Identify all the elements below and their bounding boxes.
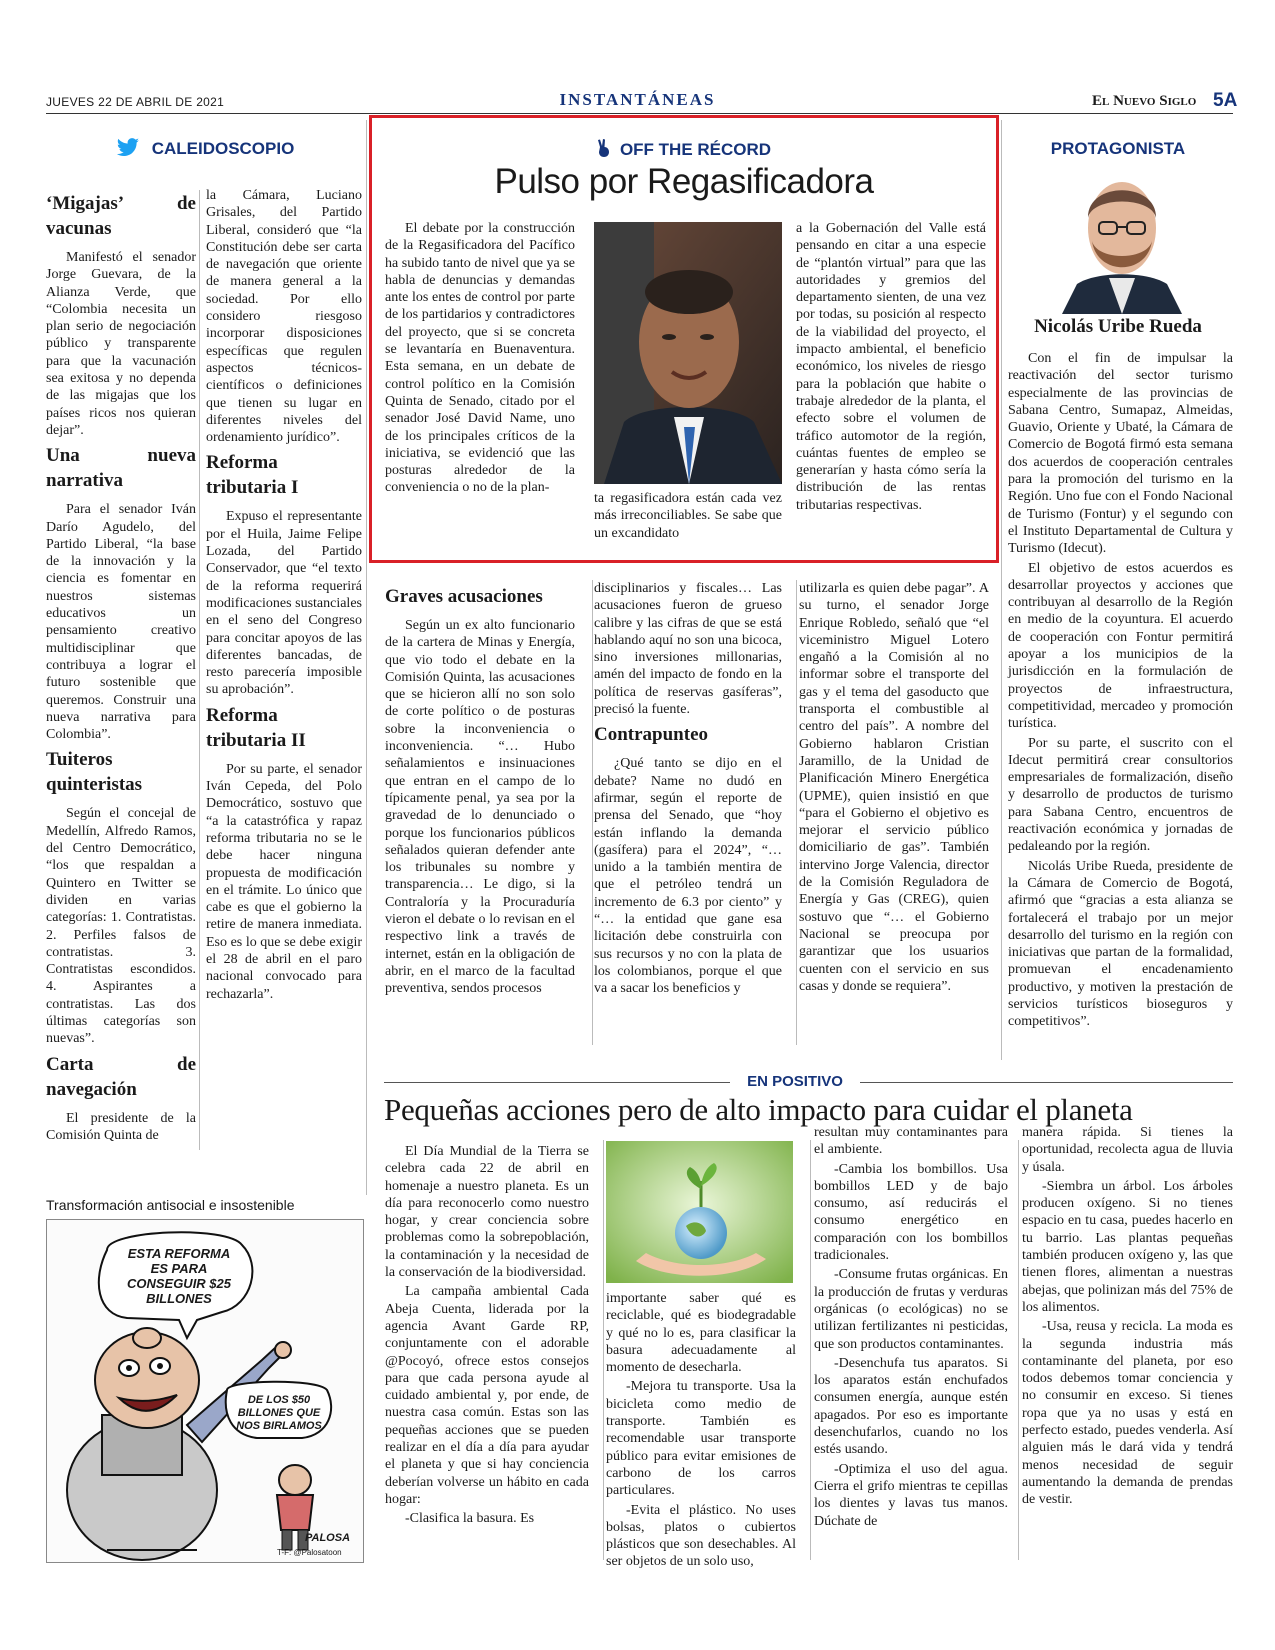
column-divider <box>1001 120 1002 1060</box>
paragraph: -Evita el plástico. No uses bolsas, platos o cubiertos plásticos que son desechables. Al ser objetos de un solo uso, <box>606 1502 796 1570</box>
paragraph: resultan muy contaminantes para el ambiente. <box>814 1125 1008 1158</box>
paragraph: Manifestó el senador Jorge Guevara, de la Alianza Verde, que “Colombia necesita un plan serio de negociación público y transparente para que la vacunación sea exitosa y no dependa de las migajas que los países ricos nos quieran dejar”. <box>46 250 196 438</box>
subheading: Carta de navegación <box>46 1053 196 1100</box>
twitter-bird-icon <box>116 138 140 163</box>
paragraph: disciplinarios y fiscales… Las acusaciones fueron de grueso calibre y las cifras de que se está hablando aquí no son una bicoca, sino inversiones millonarias, amén del impacto de fondo en la política de reservas gasíferas”, precisó la fuente. <box>594 581 782 718</box>
paragraph: -Consume frutas orgánicas. En la producción de frutas y verduras orgánicas (o ecológicas) no se utilizan fertilizantes ni pesticidas, que son productos contaminantes. <box>814 1267 1008 1352</box>
en-positivo-column-4 <box>1022 1124 1233 1511</box>
protagonista-text <box>1008 350 1233 1033</box>
cartoon-bubble-main: ESTA REFORMA ES PARA CONSEGUIR $25 BILLONES <box>126 1246 232 1306</box>
caleidoscopio-column-1 <box>46 187 196 1146</box>
caleidoscopio-header <box>46 138 364 163</box>
paragraph: -Optimiza el uso del agua. Cierra el grifo mientras te cepillas los dientes y lavas tus manos. Dúchate de <box>814 1461 1008 1529</box>
paragraph: El presidente de la Comisión Quinta de <box>46 1110 196 1143</box>
graves-column-1 <box>385 580 575 1000</box>
paragraph: manera rápida. Si tienes la oportunidad, recolecta agua de lluvia y úsala. <box>1022 1125 1233 1175</box>
paragraph: -Usa, reusa y recicla. La moda es la segunda industria más contaminante del planeta, por eso todos debemos tomar conciencia y no consumir en exceso. Si tienes ropa que ya no usas y está en perfecto estado, puedes venderla. Así alguien más le dará vida y tendrá menos necesidad de seguir aumentando la demanda de prendas de vestir. <box>1022 1319 1233 1508</box>
paragraph: Según el concejal de Medellín, Alfredo Ramos, del Centro Democrático, “los que respaldan a Quintero en Twitter se dividen en varias categorías: 1. Contratistas. 2. Perfiles falsos de contratistas. 3. Contratistas escondidos. 4. Aspirantes a contratistas. Las dos últimas categorías son nuevas”. <box>46 806 196 1047</box>
column-divider <box>592 580 593 1045</box>
earth-in-hands-image <box>606 1141 793 1283</box>
column-divider <box>603 1140 604 1560</box>
paragraph: -Mejora tu transporte. Usa la bicicleta como medio de transporte. También es recomendable usar transporte público para evitar emisiones de carbono de los carros particulares. <box>606 1379 796 1499</box>
subheading: Tuiteros quinteristas <box>46 749 143 796</box>
cartoon-caption: Transformación antisocial e insostenible <box>46 1197 295 1213</box>
paragraph: Según un ex alto funcionario de la cartera de Minas y Energía, que vio todo el debate en la Comisión Quinta, las acusaciones que se hicieron allí no son solo de corte político o de posturas sobre la inconveniencia o inconveniencia. “… Hubo señalamientos e insinuaciones que entran en el campo de lo típicamente penal, ya sea por la gravedad de lo denunciado o porque los funcionarios públicos señalados quieran defender ante los tribunales su nombre y transparencia… Le digo, si la Contraloría y la Procuraduría vieron el debate o lo revisan en el respectivo link a través de internet, están en la obligación de abrir, en el marco de la facultad preventiva, sendos procesos <box>385 618 575 997</box>
paragraph: la Cámara, Luciano Grisales, del Partido Liberal, consideró que “la Constitución debe ser carta de navegación que oriente de manera general a la sociedad. Por ello considero riesgoso incorporar disposiciones específicas que regulen aspectos técnicos-científicos o definiciones que tienen su lugar en diferentes niveles del ordenamiento jurídico”. <box>206 188 362 446</box>
section-title: INSTANTÁNEAS <box>559 90 716 109</box>
cartoon-bubble-small: DE LOS $50 BILLONES QUE NOS BIRLAMOS <box>236 1394 322 1432</box>
caleidoscopio-label: CALEIDOSCOPIO <box>151 139 295 159</box>
column-divider <box>796 580 797 1045</box>
paragraph: Con el fin de impulsar la reactivación del sector turismo especialmente de las provincias de Sabana Centro, Sumapaz, Almeidas, Guavio, Oriente y Ubaté, la Cámara de Comercio de Bogotá firmó esta semana dos acuerdos de cooperación centrales para la promoción del turismo en la Región. Uno fue con el Fondo Nacional de Turismo (Fontur) y el segundo con el Instituto Departamental de Cultura y Turismo (Idecut). <box>1008 351 1233 557</box>
column-divider <box>810 1140 811 1560</box>
off-the-record-column-2 <box>594 490 782 544</box>
column-divider <box>1018 1140 1019 1560</box>
paragraph: -Desenchufa tus aparatos. Si los aparatos están enchufados consumen energía, aunque estén apagados. Por eso es importante desenchufarlos, cuando no los estés usando. <box>814 1355 1008 1458</box>
paragraph: -Clasifica la basura. Es <box>405 1511 535 1527</box>
paragraph: -Cambia los bombillos. Usa bombillos LED y de bajo consumo, así reducirás el consumo energético en comparación con los bombillos tradicionales. <box>814 1161 1008 1264</box>
subheading: Una nueva narrativa <box>46 445 196 492</box>
cartoon-credit: T-F: @Palosatoon <box>277 1548 342 1557</box>
column-divider <box>199 190 200 1150</box>
hand-peace-icon <box>597 139 610 162</box>
paragraph: Expuso el representante por el Huila, Jaime Felipe Lozada, del Partido Conservador, que “el texto de la reforma requerirá modificaciones sustanciales en el seno del Congreso para concitar apoyos de las diferentes bancadas, de resto parecería imposible su aprobación”. <box>206 509 362 698</box>
paragraph: Por su parte, el suscrito con el Idecut permitirá crear consultorios empresariales de formalización, diseño y desarrollo de productos de turismo para Sabana Centro, encuentros de reactivación económica y jornadas de pedaleando por la región. <box>1008 735 1233 855</box>
nicolas-uribe-rueda-photo <box>1057 166 1187 314</box>
political-cartoon <box>46 1219 364 1563</box>
en-positivo-column-1 <box>385 1143 589 1530</box>
header-rule <box>46 113 1233 114</box>
en-positivo-rule-left <box>384 1082 730 1083</box>
en-positivo-column-3 <box>814 1124 1008 1532</box>
off-the-record-text-3: a la Gobernación del Valle está pensando en citar a una especie de “plantón virtual” para que las autoridades y gremios del departamento sienten, de una vez por todas, su posición al respecto de la viabilidad del proyecto, el impacto ambiental, el beneficio económico, los niveles de riesgo para la población que habite o trabaje alrededor de la planta, el efecto sobre el volumen de tráfico automotor de la región, cuántas fuentes de empleo se generarían y hasta cómo sería la distribución de las rentas tributarias respectivas. <box>796 221 986 513</box>
caleidoscopio-column-2 <box>206 187 362 1005</box>
cartoon-signature: PALOSA <box>305 1532 351 1544</box>
off-the-record-label: OFF THE RÉCORD <box>619 140 772 159</box>
paragraph: ¿Qué tanto se dijo en el debate? Name no dudó en afirmar, según el reporte de prensa del Senado, que “hoy están inflando la demanda (gasífera) para el 2024”, “… unido a la también mentira de que el petróleo tendrá un incremento de 6.3 por ciento” y “… la entidad que gane esa licitación debe construirla con sus recursos y no con la plata de los colombianos, porque el que va a sacar los beneficios y <box>594 756 782 997</box>
paragraph: Para el senador Iván Darío Agudelo, del Partido Liberal, “la base de la innovación y la ciencia es fomentar en nuestros sistemas educativos un pensamiento creativo multidisciplinar que contribuya a lograr el futuro sostenible que queremos. Construir una nueva narrativa para Colombia”. <box>46 502 196 743</box>
off-the-record-text-1: El debate por la construcción de la Regasificadora del Pacífico ha subido tanto de nivel que ya se habla de denuncias y demandas ante los entes de control por parte de los partidarios y contradictores del proyecto, que si se concreta se levantaría en Buenaventura. Esta semana, en un debate de control político en la Comisión Quinta de Senado, citado por el senador José David Name, uno de los principales críticos de la iniciativa, se evidenció que las posturas alrededor de la conveniencia o no de la plan- <box>385 221 575 496</box>
protagonista-label: PROTAGONISTA <box>1050 139 1186 158</box>
en-positivo-rule-right <box>860 1082 1233 1083</box>
paragraph: -Siembra un árbol. Los árboles producen oxígeno. Si no tienes espacio en tu casa, puedes hacerlo en tu barrio. Las plantas pequeñas también producen oxígeno y, las que tienen flores, alimentan a nuestras abejas, que polinizan más del 75% de los alimentos. <box>1022 1178 1233 1315</box>
en-positivo-title: Pequeñas acciones pero de alto impacto para cuidar el planeta <box>384 1092 1133 1127</box>
en-positivo-column-2 <box>606 1290 796 1573</box>
paragraph: La campaña ambiental Cada Abeja Cuenta, liderada por la agencia Avant Garde RP, conjuntamente con el adorable @Pocoyó, ofrece estos consejos para que cada persona ayude al cuidado ambiental y, por ende, de nuestra casa común. Estas son las pequeñas acciones que se pueden realizar en el día a día para ayudar el planeta y que si hay conciencia deberían volverse un hábito en cada hogar: <box>385 1284 589 1507</box>
paragraph: importante saber qué es reciclable, qué es biodegradable y qué no lo es, para clasificar la basura adecuadamente al momento de desecharla. <box>606 1291 796 1376</box>
paragraph: utilizarla es quien debe pagar”. A su turno, el senador Jorge Enrique Robledo, señaló que “el viceministro Miguel Lotero engañó a la Comisión al no informar sobre el transporte del gas y el tema del gasoducto que transporta el combustible al centro del país”. A nombre del Gobierno hablaron Cristian Jaramillo, de la Unidad de Planificación Minero Energética (UPME), quien insistió en que “para el Gobierno el objetivo es mejorar el servicio público domiciliario de gas”. También intervino Jorge Valencia, director de la Comisión Reguladora de Energía y Gas (CREG), quien sostuvo que “… el Gobierno Nacional se preocupa por garantizar que los usuarios cuenten con el servicio en sus casas y donde se requiera”. <box>799 581 989 994</box>
off-the-record-column-1 <box>385 220 575 499</box>
paragraph: El objetivo de estos acuerdos es desarrollar proyectos y acciones que contribuyan al desarrollo de la Región en medio de la coyuntura. El acuerdo de cooperación con Fontur permitirá apoyar a los municipios de la jurisdicción en la formulación de proyectos de infraestructura, competitividad, mercadeo y promoción turística. <box>1008 560 1233 732</box>
off-the-record-header <box>369 139 999 162</box>
subheading: Reforma tributaria II <box>206 704 306 751</box>
subheading: Graves acusaciones <box>385 586 543 607</box>
paragraph: Por su parte, el senador Iván Cepeda, del Polo Democrático, sostuvo que “a la catastrófica y rapaz reforma tributaria no se le debe hacer ninguna propuesta de modificación en el trámite. Lo único que cabe es que el gobierno la retire de manera inmediata. Eso es lo que se debe exigir el 28 de abril en el paro nacional convocado para rechazarla”. <box>206 761 362 1002</box>
off-the-record-text-2: ta regasificadora están cada vez más irreconciliables. Se sabe que un excandidato <box>594 491 782 541</box>
column-divider <box>366 120 367 1195</box>
subheading: Reforma tributaria I <box>206 452 299 499</box>
protagonista-name: Nicolás Uribe Rueda <box>1034 316 1202 337</box>
paragraph: Nicolás Uribe Rueda, presidente de la Cámara de Comercio de Bogotá, afirmó que “gracias a esta alianza se fortalecerá el trabajo por un mejor desarrollo del turismo en la región con iniciativas que partan de la formalidad, promuevan el encadenamiento productivo, y motiven la prestación de servicios turísticos bioseguros y competitivos”. <box>1008 858 1233 1030</box>
subheading: ‘Migajas’ de vacunas <box>46 193 196 239</box>
newspaper-name: El Nuevo Siglo <box>1092 93 1197 109</box>
jose-david-name-photo <box>594 222 782 484</box>
off-the-record-column-3 <box>796 220 986 516</box>
off-the-record-title: Pulso por Regasificadora <box>494 162 874 201</box>
paragraph: El Día Mundial de la Tierra se celebra cada 22 de abril en homenaje a nuestro planeta. Es un día para reconocerlo como nuestro hogar, y crear conciencia sobre problemas como la sobrepoblación, la contaminación y la necesidad de la conservación de la biodiversidad. <box>385 1144 589 1281</box>
graves-column-3 <box>799 580 989 997</box>
edition-date: JUEVES 22 DE ABRIL DE 2021 <box>46 95 225 109</box>
subheading: Contrapunteo <box>594 724 709 746</box>
graves-column-2 <box>594 580 782 1000</box>
page-number: 5A <box>1213 90 1238 111</box>
en-positivo-label: EN POSITIVO <box>747 1073 843 1090</box>
